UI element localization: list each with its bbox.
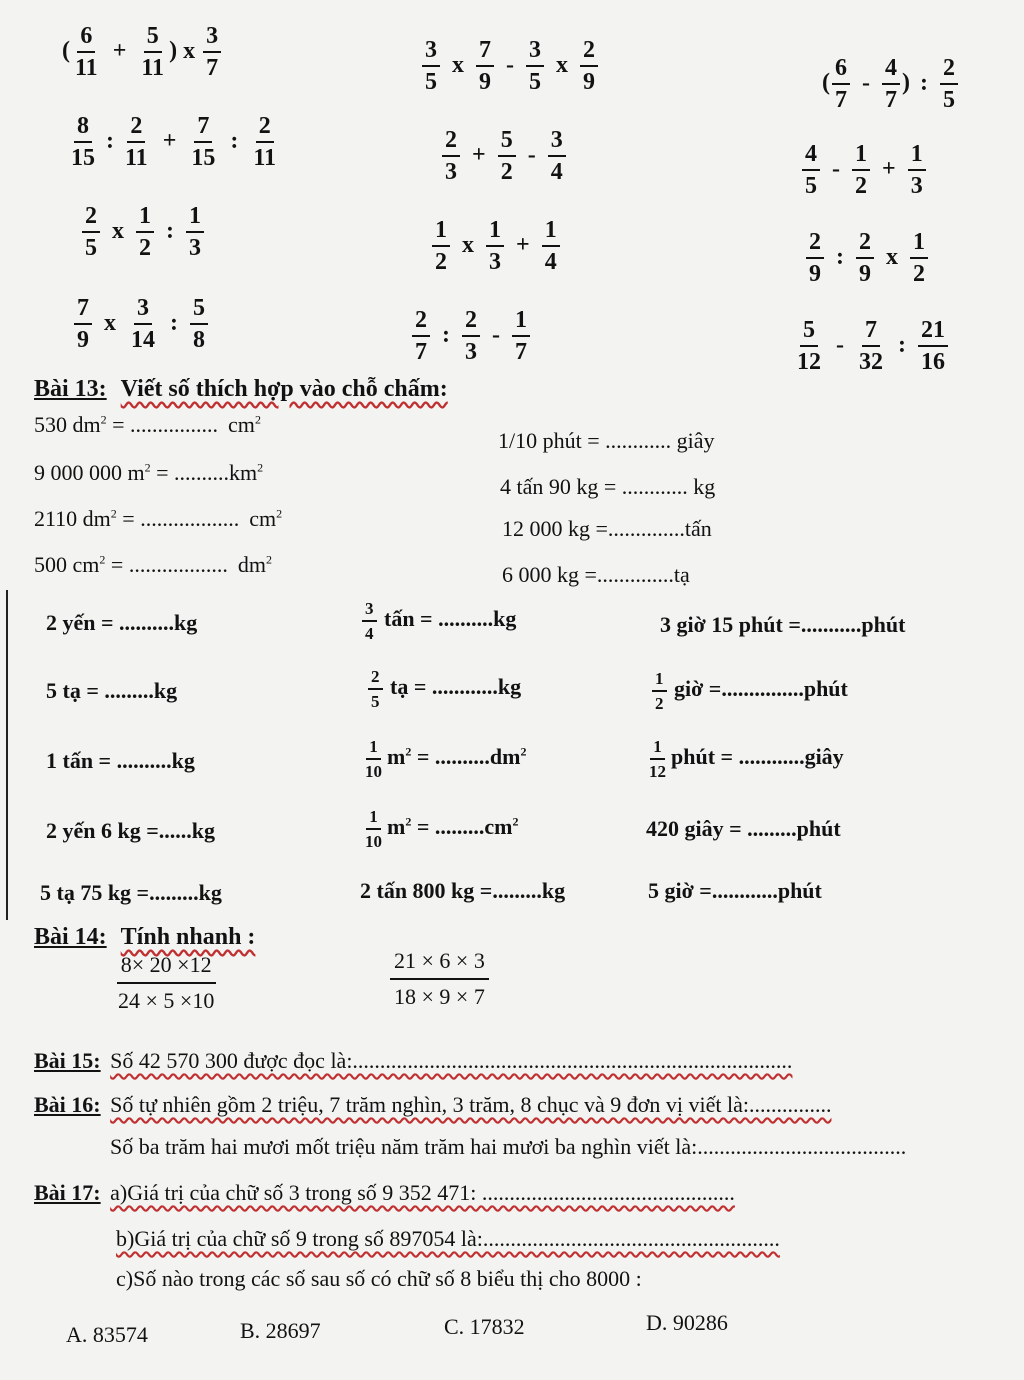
conversion-c4: 420 giây = .........phút [646,816,841,841]
expression-r4c1: $\frac{7}{9}$ x $\frac{3}{14}$ : $\frac{5}{8}$ [72,296,210,352]
conversion-a2: 5 tạ = .........kg [46,678,178,703]
bai13-heading: Bài 13: Viết số thích hợp vào chỗ chấm: [34,376,448,402]
option-b: B. 28697 [240,1318,321,1343]
expression-r1c3: ( $\frac{6}{7}$ - $\frac{4}{7}$ ) : $\frac{2}{5}$ [822,56,960,112]
expression-r4c3: $\frac{5}{12}$ - $\frac{7}{32}$ : $\frac{21}{16}$ [792,318,950,374]
bai17-line-c: c)Số nào trong các số sau số có chữ số 8 biểu thị cho 8000 : [116,1266,642,1291]
mass-conversion-2: 12 000 kg =..............tấn [502,516,712,541]
conversion-b1: $\frac{3}{4}$ tấn = ..........kg [360,600,516,642]
expression-r1c1: ( $\frac{6}{11}$ + $\frac{5}{11}$ ) x $\frac{3}{7}$ [62,24,223,80]
expression-r1c2: $\frac{3}{5}$ x $\frac{7}{9}$ - $\frac{3}{5}$ x $\frac{2}{9}$ [420,38,600,94]
option-a: A. 83574 [66,1322,148,1347]
conversion-a4: 2 yến 6 kg =......kg [46,818,216,843]
bai14-fraction-1: $\frac{8\times 20 \times 12}{24 \times 5 \times 10}$ [118,952,215,1013]
bai16-line-2: Số ba trăm hai mươi mốt triệu năm trăm hai mươi ba nghìn viết là:...................................... [110,1134,907,1159]
conversion-a3: 1 tấn = ..........kg [46,748,195,773]
conversion-b5: 2 tấn 800 kg =.........kg [360,878,566,903]
area-conversion-4: 500 $cm^2$ = .................. $dm^2$ [34,552,272,577]
bai17-line-b: b)Giá trị của chữ số 9 trong số 897054 là:...................................................... [116,1226,780,1251]
conversion-c2: $\frac{1}{2}$ giờ =...............phút [650,670,848,712]
bai17-line-a: Bài 17: a)Giá trị của chữ số 3 trong số 9 352 471: .............................................. [34,1180,735,1205]
margin-line [6,590,8,920]
bai15-line: Bài 15: Số 42 570 300 được đọc là:................................................................................ [34,1048,793,1073]
option-c: C. 17832 [444,1314,525,1339]
time-conversion-1: 1/10 phút = ............ giây [498,428,715,453]
area-conversion-2: 9 000 000 $m^2 = ..........km^2$ [34,460,264,485]
expression-r4c2: $\frac{2}{7}$ : $\frac{2}{3}$ - $\frac{1}{7}$ [410,308,532,364]
expression-r2c1: $\frac{8}{15}$ : $\frac{2}{11}$ + $\frac{7}{15}$ : $\frac{2}{11}$ [71,113,277,171]
expression-r2c3: $\frac{4}{5}$ - $\frac{1}{2}$ + $\frac{1}{3}$ [800,142,928,198]
bai14-fraction-2: $\frac{21 \times 6 \times 3}{18 \times 9 \times 7}$ [388,950,491,1008]
expression-r3c3: $\frac{2}{9}$ : $\frac{2}{9}$ x $\frac{1}{2}$ [804,230,930,286]
conversion-a1: 2 yến = ..........kg [46,610,198,635]
bai14-heading: Bài 14: Tính nhanh : [34,924,256,950]
expression-r3c2: $\frac{1}{2}$ x $\frac{1}{3}$ + $\frac{1}{4}$ [430,218,562,274]
area-conversion-1: 530 $dm^2$ = ................ $cm^2$ [34,412,261,437]
conversion-b2: $\frac{2}{5}$ tạ = ............kg [366,668,521,710]
conversion-a5: 5 tạ 75 kg =.........kg [40,880,222,905]
conversion-b4: $\frac{1}{10}$ $m^2 = .........cm^2$ [365,807,519,851]
option-d: D. 90286 [646,1310,728,1335]
conversion-c1: 3 giờ 15 phút =...........phút [660,612,906,637]
conversion-c5: 5 giờ =............phút [648,878,822,903]
conversion-c3: $\frac{1}{12}$ phút = ............giây [649,737,844,781]
expression-r2c2: $\frac{2}{3}$ + $\frac{5}{2}$ - $\frac{3}{4}$ [440,128,568,184]
conversion-b3: $\frac{1}{10}$ $m^2 = ..........dm^2$ [365,737,527,781]
mass-conversion-3: 6 000 kg =..............tạ [502,562,690,587]
expression-r3c1: $\frac{2}{5}$ x $\frac{1}{2}$ : $\frac{1}{3}$ [80,204,206,260]
area-conversion-3: 2110 $dm^2$ = .................. $cm^2$ [34,506,283,531]
mass-conversion-1: 4 tấn 90 kg = ............ kg [500,474,716,499]
bai16-line-1: Bài 16: Số tự nhiên gồm 2 triệu, 7 trăm nghìn, 3 trăm, 8 chục và 9 đơn vị viết là:............... [34,1092,832,1117]
